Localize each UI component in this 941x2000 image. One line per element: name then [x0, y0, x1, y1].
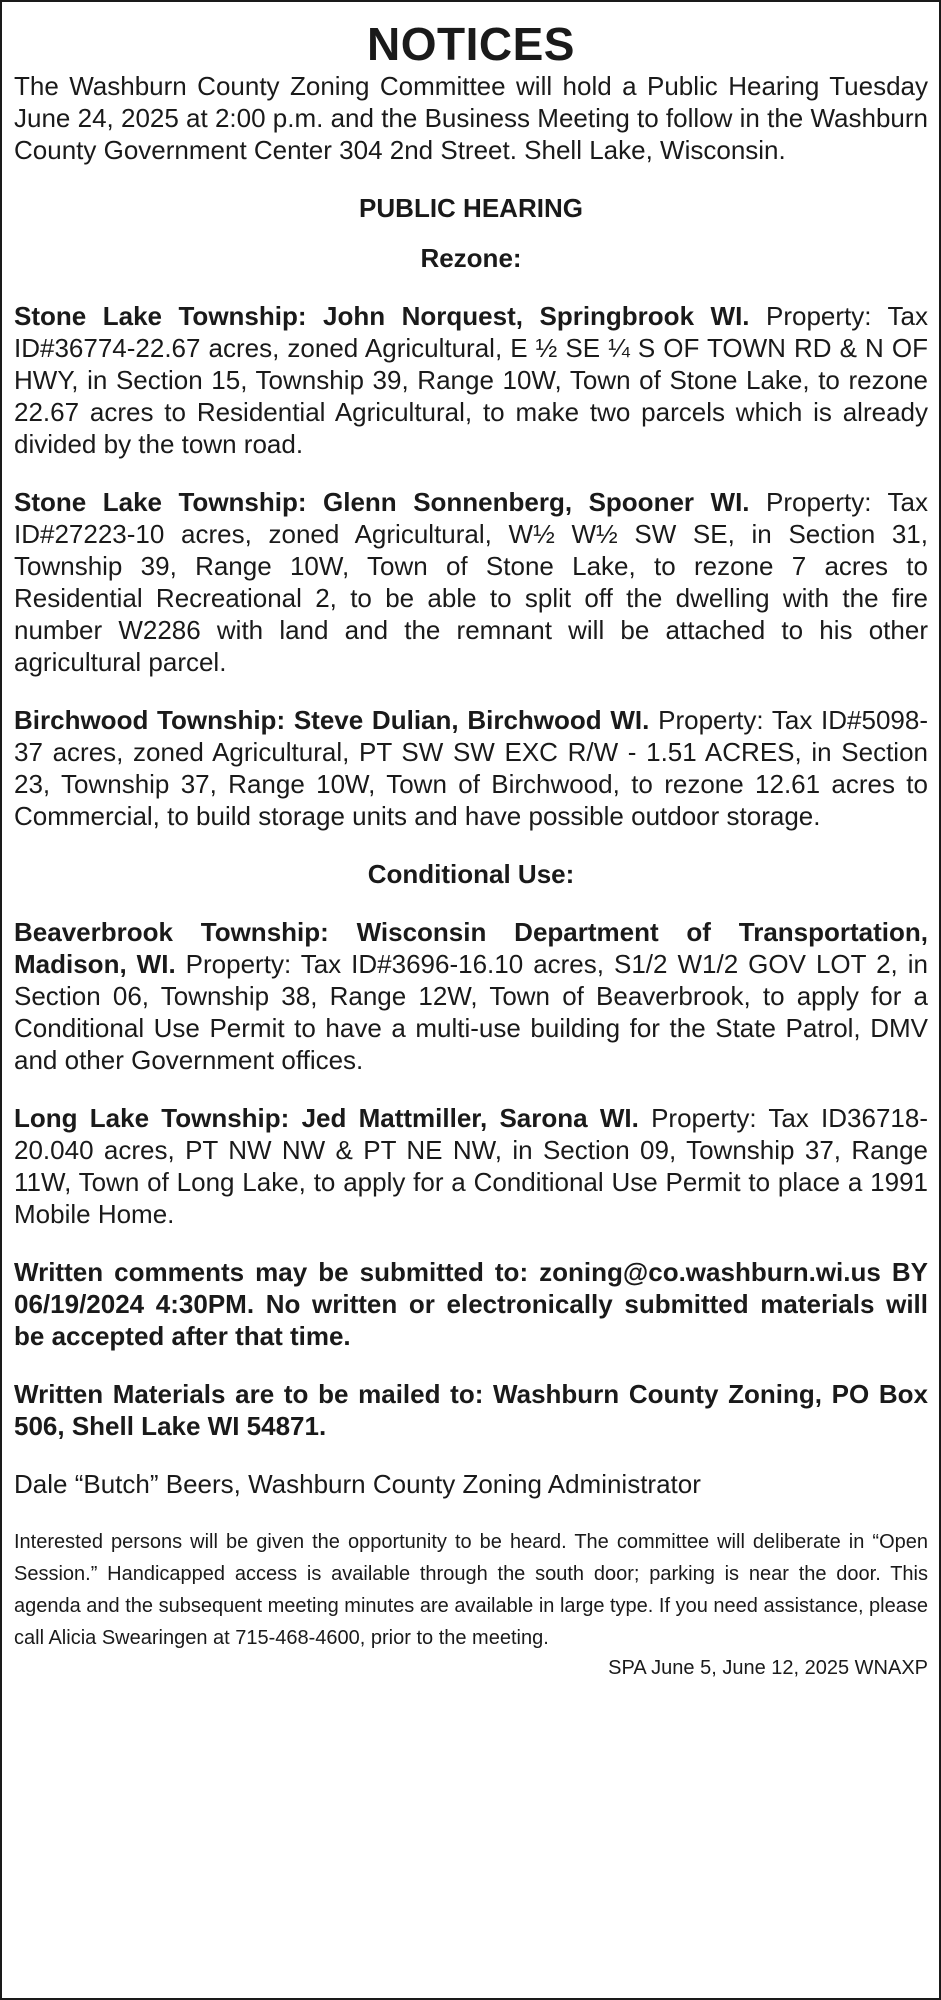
conditional-use-item-lead: Beaverbrook Township: Wisconsin Department of Transportation, Madison, WI. — [14, 917, 928, 979]
spacer — [14, 1442, 928, 1468]
spacer — [14, 1076, 928, 1102]
spacer — [14, 1500, 928, 1526]
conditional-use-item — [14, 1102, 928, 1230]
written-materials-paragraph: Written Materials are to be mailed to: Washburn County Zoning, PO Box 506, Shell Lake WI 54871. — [14, 1379, 928, 1441]
spacer — [14, 224, 928, 242]
rezone-item — [14, 300, 928, 460]
rezone-item-lead: Birchwood Township: Steve Dulian, Birchwood WI. — [14, 705, 650, 735]
intro-paragraph: The Washburn County Zoning Committee will hold a Public Hearing Tuesday June 24, 2025 at 2:00 p.m. and the Business Meeting to follow in the Washburn County Government Center 304 2nd Street. Shell Lake, Wisconsin. — [14, 71, 928, 165]
spacer — [14, 1352, 928, 1378]
spacer — [14, 832, 928, 858]
conditional-use-item-text: Property: Tax ID36718-20.040 acres, PT NW NW & PT NE NW, in Section 09, Township 37, Range 11W, Town of Long Lake, to apply for a Conditional Use Permit to place a 1991 Mobile Home. — [14, 1103, 928, 1229]
conditional-use-item-lead: Long Lake Township: Jed Mattmiller, Sarona WI. — [14, 1103, 639, 1133]
spacer — [14, 166, 928, 192]
spacer — [14, 678, 928, 704]
rezone-heading: Rezone: — [420, 243, 522, 273]
notice-title: NOTICES — [367, 18, 575, 70]
conditional-use-item — [14, 916, 928, 1076]
rezone-item — [14, 486, 928, 678]
public-hearing-heading: PUBLIC HEARING — [359, 193, 583, 223]
rezone-item-lead: Stone Lake Township: John Norquest, Springbrook WI. — [14, 301, 750, 331]
spacer — [14, 460, 928, 486]
written-comments-paragraph: Written comments may be submitted to: zoning@co.washburn.wi.us BY 06/19/2024 4:30PM. No written or electronically submitted materials will be accepted after that time. — [14, 1257, 928, 1351]
rezone-item — [14, 704, 928, 832]
spacer — [14, 890, 928, 916]
administrator-signature: Dale “Butch” Beers, Washburn County Zoning Administrator — [14, 1469, 701, 1499]
spacer — [14, 274, 928, 300]
rezone-item-text: Property: Tax ID#27223-10 acres, zoned Agricultural, W½ W½ SW SE, in Section 31, Township 39, Range 10W, Town of Stone Lake, to rezone 7 acres to Residential Recreational 2, to be able to split off the dwelling with the fire number W2286 with land and the remnant will be attached to his other agricultural parcel. — [14, 487, 928, 677]
rezone-item-text: Property: Tax ID#36774-22.67 acres, zoned Agricultural, E ½ SE ¼ S OF TOWN RD & N OF HWY, in Section 15, Township 39, Range 10W, Town of Stone Lake, to rezone 22.67 acres to Residential Agricultural, to make two parcels which is already divided by the town road. — [14, 301, 928, 459]
rezone-item-lead: Stone Lake Township: Glenn Sonnenberg, Spooner WI. — [14, 487, 750, 517]
conditional-use-heading: Conditional Use: — [367, 859, 575, 889]
publication-line: SPA June 5, June 12, 2025 WNAXP — [608, 1657, 928, 1679]
spacer — [14, 1230, 928, 1256]
fine-print-paragraph: Interested persons will be given the opportunity to be heard. The committee will deliberate in “Open Session.” Handicapped access is available through the south door; parking is near the door. This agenda and the subsequent meeting minutes are available in large type. If you need assistance, please call Alicia Swearingen at 715-468-4600, prior to the meeting. — [14, 1531, 928, 1649]
rezone-item-text: Property: Tax ID#5098-37 acres, zoned Agricultural, PT SW SW EXC R/W - 1.51 ACRES, in Section 23, Township 37, Range 10W, Town of Birchwood, to rezone 12.61 acres to Commercial, to build storage units and have possible outdoor storage. — [14, 705, 929, 831]
conditional-use-item-text: Property: Tax ID#3696-16.10 acres, S1/2 W1/2 GOV LOT 2, in Section 06, Township 38, Range 12W, Town of Beaverbrook, to apply for a Conditional Use Permit to have a multi-use building for the State Patrol, DMV and other Government offices. — [14, 949, 928, 1075]
